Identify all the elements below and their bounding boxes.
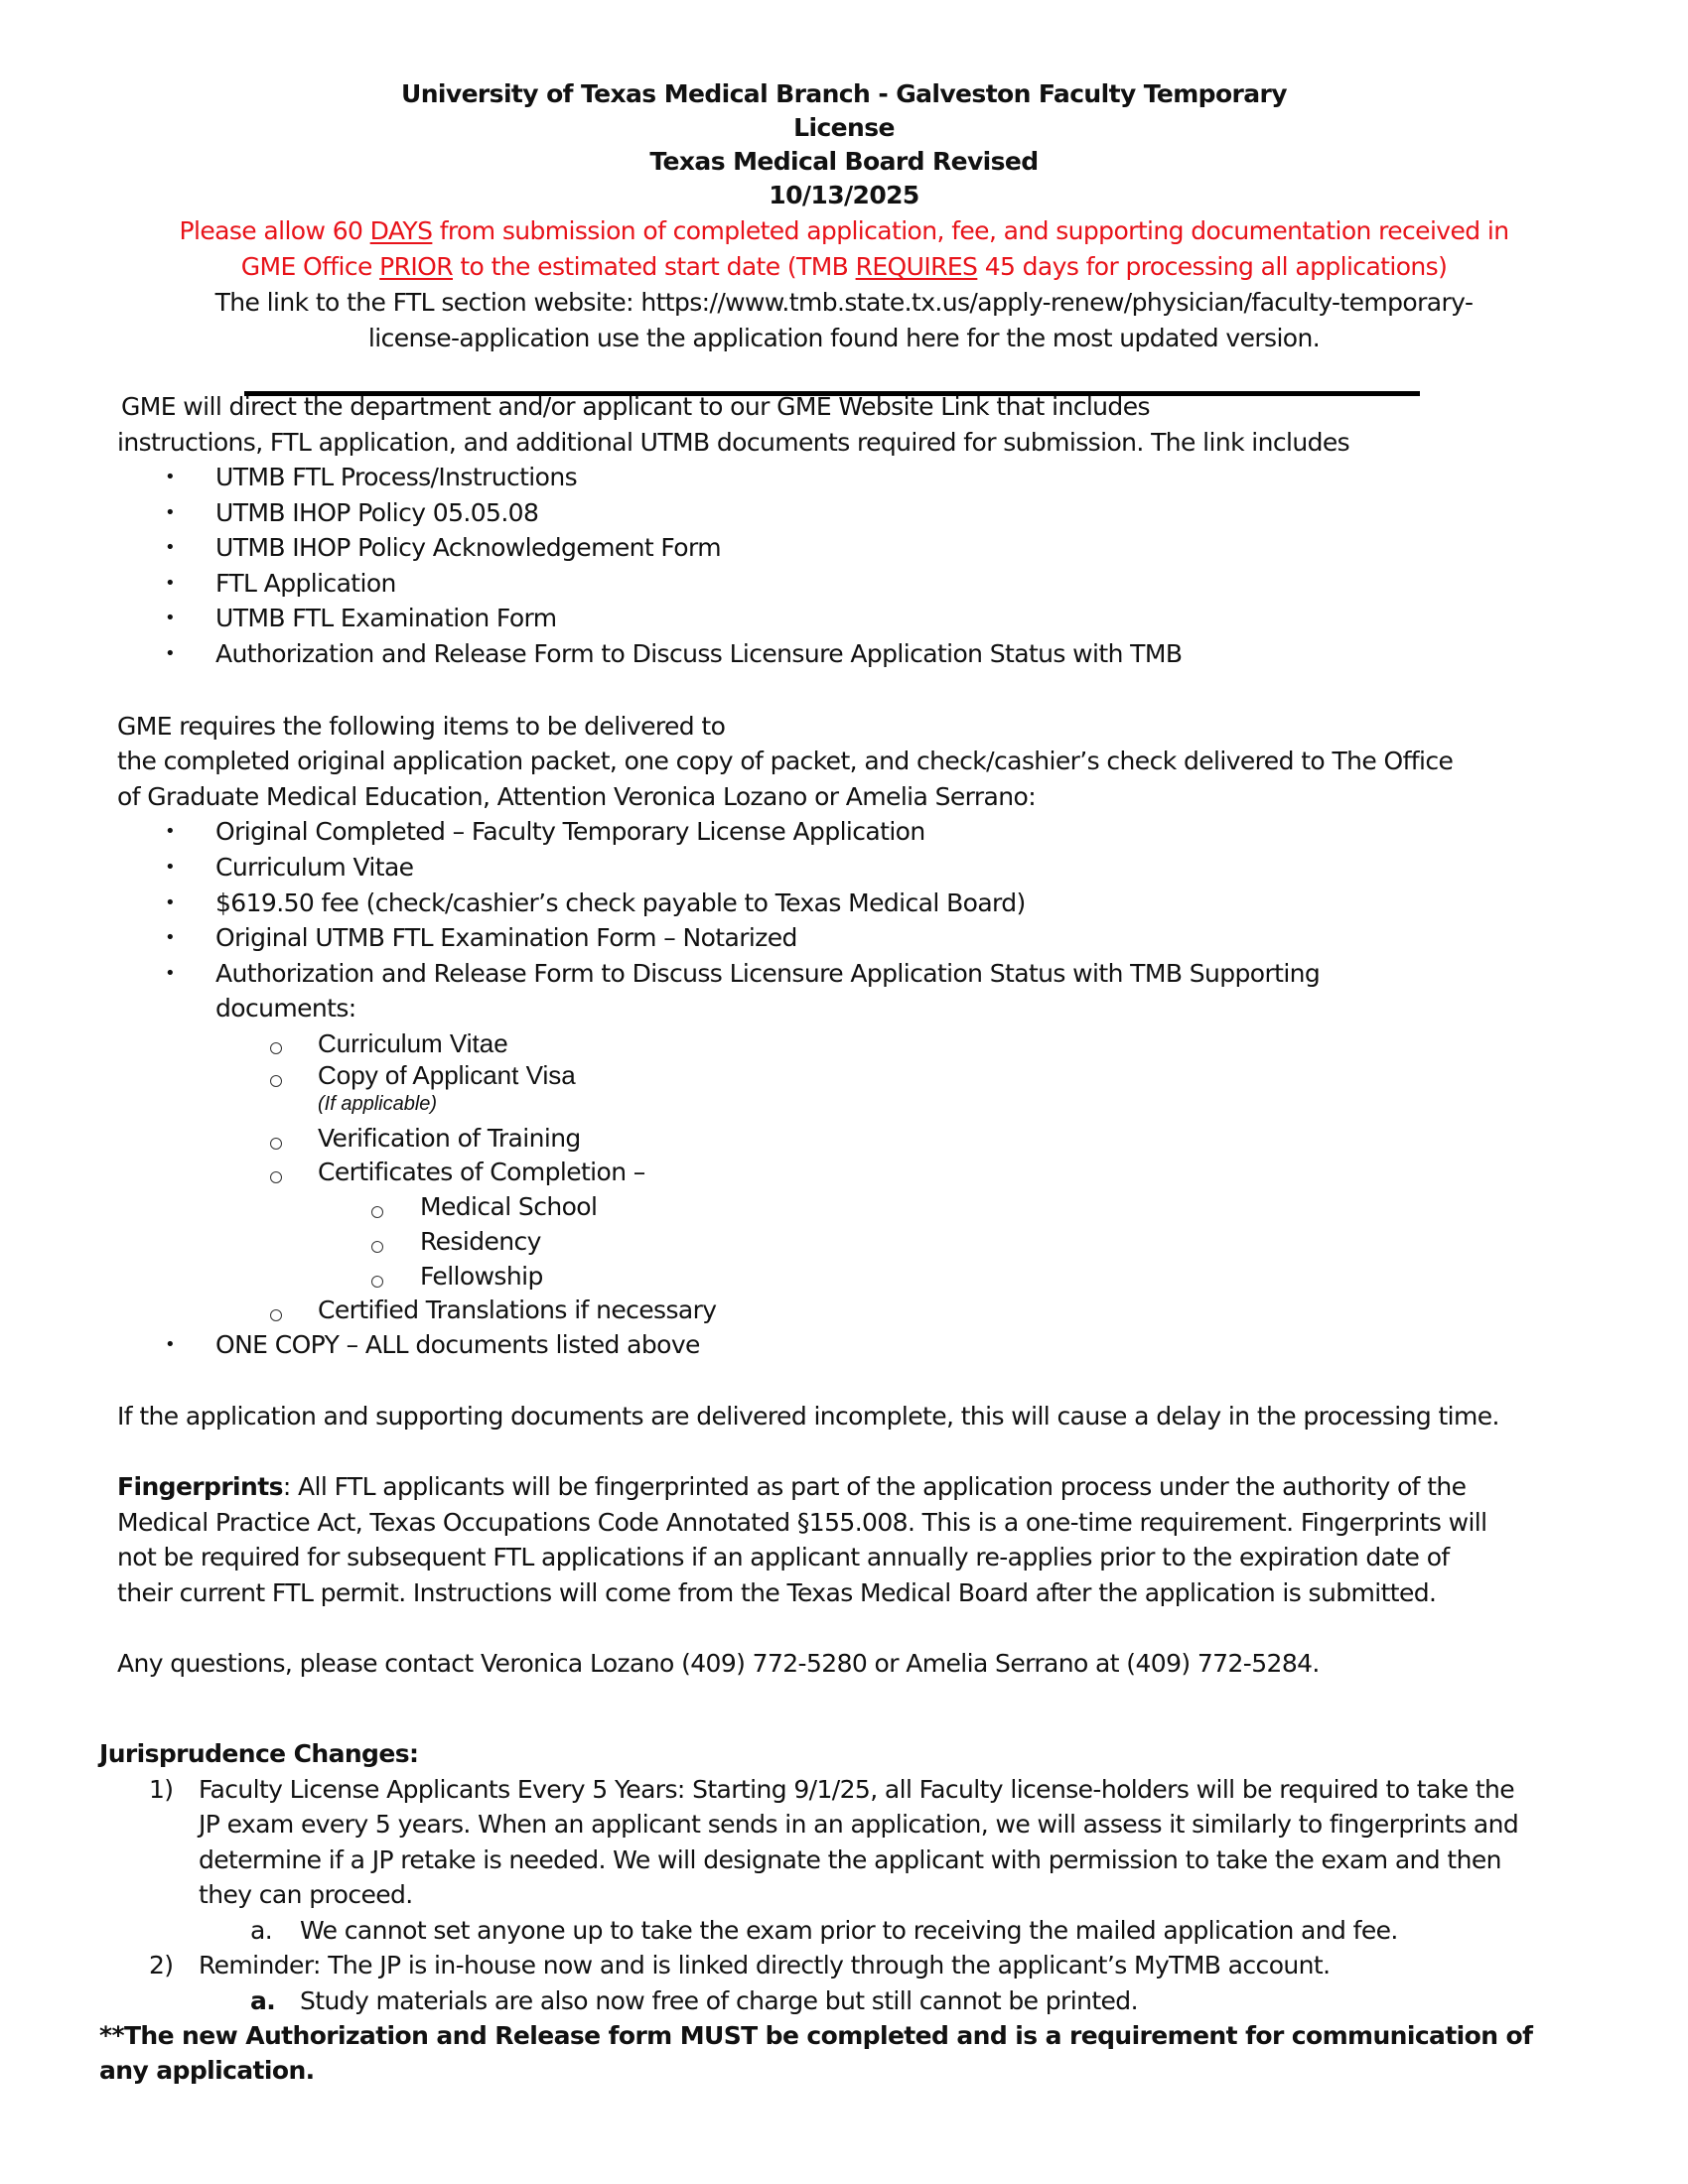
circle-bullet-icon: [371, 1276, 383, 1288]
sub-sub-list-item: Medical School: [420, 1192, 598, 1221]
gme-requires-line1: GME requires the following items to be delivered to: [117, 712, 726, 741]
sub-sub-list-item: Fellowship: [420, 1262, 543, 1291]
gme-direct-line2: instructions, FTL application, and additional UTMB documents required for submission. The link includes: [117, 428, 1350, 457]
bullet-icon: •: [165, 927, 176, 948]
notice-requires-emphasis: REQUIRES: [855, 252, 978, 281]
notice-text: from submission of completed application, fee, and supporting documentation received in: [432, 216, 1509, 245]
circle-bullet-icon: [270, 1042, 282, 1054]
ftl-link-line1[interactable]: The link to the FTL section website: https://www.tmb.state.tx.us/apply-renew/physician/faculty-temporary-: [214, 288, 1474, 317]
bullet-icon: •: [165, 892, 176, 913]
notice-line1: [0, 216, 1688, 246]
sub-item-label: a.: [250, 1986, 276, 2015]
circle-bullet-icon: [270, 1171, 282, 1183]
circle-bullet-icon: [270, 1309, 282, 1321]
list-item: Original Completed – Faculty Temporary License Application: [215, 817, 925, 846]
list-item: Original UTMB FTL Examination Form – Notarized: [215, 923, 797, 952]
incomplete-warning: If the application and supporting documents are delivered incomplete, this will cause a delay in the processing time.: [117, 1402, 1499, 1431]
authorization-note-line2: any application.: [99, 2056, 315, 2085]
jurisprudence-item1-line: JP exam every 5 years. When an applicant sends in an application, we will assess it similarly to fingerprints and: [199, 1810, 1519, 1839]
fingerprints-line1: [117, 1472, 1466, 1502]
sub-list-item: Copy of Applicant Visa: [318, 1060, 576, 1090]
bullet-icon: •: [165, 857, 176, 878]
fingerprints-line2: Medical Practice Act, Texas Occupations Code Annotated §155.008. This is a one-time requirement. Fingerprints will: [117, 1508, 1487, 1537]
sub-list-item: Curriculum Vitae: [318, 1028, 508, 1058]
bullet-icon: •: [165, 608, 176, 628]
notice-text: to the estimated start date (TMB: [453, 252, 856, 281]
list-item: Curriculum Vitae: [215, 853, 414, 882]
circle-bullet-icon: [270, 1138, 282, 1150]
list-item: FTL Application: [215, 569, 396, 598]
jurisprudence-item2a: Study materials are also now free of charge but still cannot be printed.: [300, 1986, 1138, 2015]
sub-list-item: Certified Translations if necessary: [318, 1296, 717, 1324]
fingerprints-line4: their current FTL permit. Instructions will come from the Texas Medical Board after the application is submitted.: [117, 1578, 1437, 1607]
bullet-icon: •: [165, 573, 176, 594]
bullet-icon: •: [165, 537, 176, 558]
doc-subtitle: Texas Medical Board Revised: [649, 147, 1039, 176]
bullet-icon: •: [165, 467, 176, 487]
gme-requires-line2: the completed original application packet, one copy of packet, and check/cashier’s check delivered to The Office: [117, 747, 1454, 775]
notice-line2: [0, 252, 1688, 282]
item-number: 1): [149, 1775, 174, 1804]
notice-days-emphasis: DAYS: [369, 216, 433, 245]
circle-bullet-icon: [371, 1241, 383, 1253]
bullet-icon: •: [165, 963, 176, 984]
list-item: ONE COPY – ALL documents listed above: [215, 1330, 700, 1359]
list-item: UTMB FTL Process/Instructions: [215, 463, 578, 491]
visa-note: (If applicable): [318, 1093, 438, 1115]
notice-text: GME Office: [240, 252, 380, 281]
authorization-note-line1: **The new Authorization and Release form MUST be completed and is a requirement for communication of: [99, 2021, 1533, 2050]
list-item: UTMB IHOP Policy 05.05.08: [215, 498, 539, 527]
sub-sub-list-item: Residency: [420, 1227, 541, 1256]
circle-bullet-icon: [270, 1075, 282, 1087]
list-item: UTMB FTL Examination Form: [215, 604, 557, 632]
jurisprudence-item2: Reminder: The JP is in-house now and is linked directly through the applicant’s MyTMB account.: [199, 1951, 1331, 1979]
doc-title-line1: University of Texas Medical Branch - Galveston Faculty Temporary: [401, 79, 1287, 108]
sub-item-label: a.: [250, 1916, 273, 1945]
fingerprints-text: : All FTL applicants will be fingerprinted as part of the application process under the authority of the: [282, 1472, 1467, 1501]
jurisprudence-item1a: We cannot set anyone up to take the exam prior to receiving the mailed application and fee.: [300, 1916, 1398, 1945]
bullet-icon: •: [165, 821, 176, 842]
circle-bullet-icon: [371, 1206, 383, 1218]
fingerprints-line3: not be required for subsequent FTL applications if an applicant annually re-applies prior to the expiration date of: [117, 1543, 1450, 1571]
jurisprudence-item1-line: Faculty License Applicants Every 5 Years: Starting 9/1/25, all Faculty license-holders will be required to take the: [199, 1775, 1515, 1804]
notice-prior-emphasis: PRIOR: [379, 252, 453, 281]
list-item: Authorization and Release Form to Discuss Licensure Application Status with TMB Supporting: [215, 959, 1321, 988]
contact-info: Any questions, please contact Veronica Lozano (409) 772-5280 or Amelia Serrano at (409) 772-5284.: [117, 1649, 1320, 1678]
bullet-icon: •: [165, 643, 176, 664]
gme-direct-line1: GME will direct the department and/or applicant to our GME Website Link that includes: [121, 392, 1150, 421]
revision-date: 10/13/2025: [769, 181, 919, 209]
item-number: 2): [149, 1951, 174, 1979]
sub-list-item: Verification of Training: [318, 1124, 581, 1153]
fingerprints-label: Fingerprints: [117, 1472, 283, 1501]
bullet-icon: •: [165, 502, 176, 523]
bullet-icon: •: [165, 1334, 176, 1355]
gme-requires-line3: of Graduate Medical Education, Attention Veronica Lozano or Amelia Serrano:: [117, 782, 1037, 811]
list-item: UTMB IHOP Policy Acknowledgement Form: [215, 533, 721, 562]
jurisprudence-item1-line: they can proceed.: [199, 1880, 413, 1909]
list-item-continuation: documents:: [215, 994, 356, 1023]
notice-text: Please allow 60: [179, 216, 370, 245]
list-item: Authorization and Release Form to Discuss Licensure Application Status with TMB: [215, 639, 1183, 668]
notice-text: 45 days for processing all applications): [977, 252, 1448, 281]
doc-title-line2: License: [793, 113, 895, 142]
list-item: $619.50 fee (check/cashier’s check payable to Texas Medical Board): [215, 888, 1026, 917]
jurisprudence-heading: Jurisprudence Changes:: [99, 1739, 419, 1768]
ftl-link-line2: license-application use the application found here for the most updated version.: [367, 324, 1321, 352]
jurisprudence-item1-line: determine if a JP retake is needed. We will designate the applicant with permission to take the exam and then: [199, 1845, 1501, 1874]
sub-list-item: Certificates of Completion –: [318, 1158, 645, 1186]
